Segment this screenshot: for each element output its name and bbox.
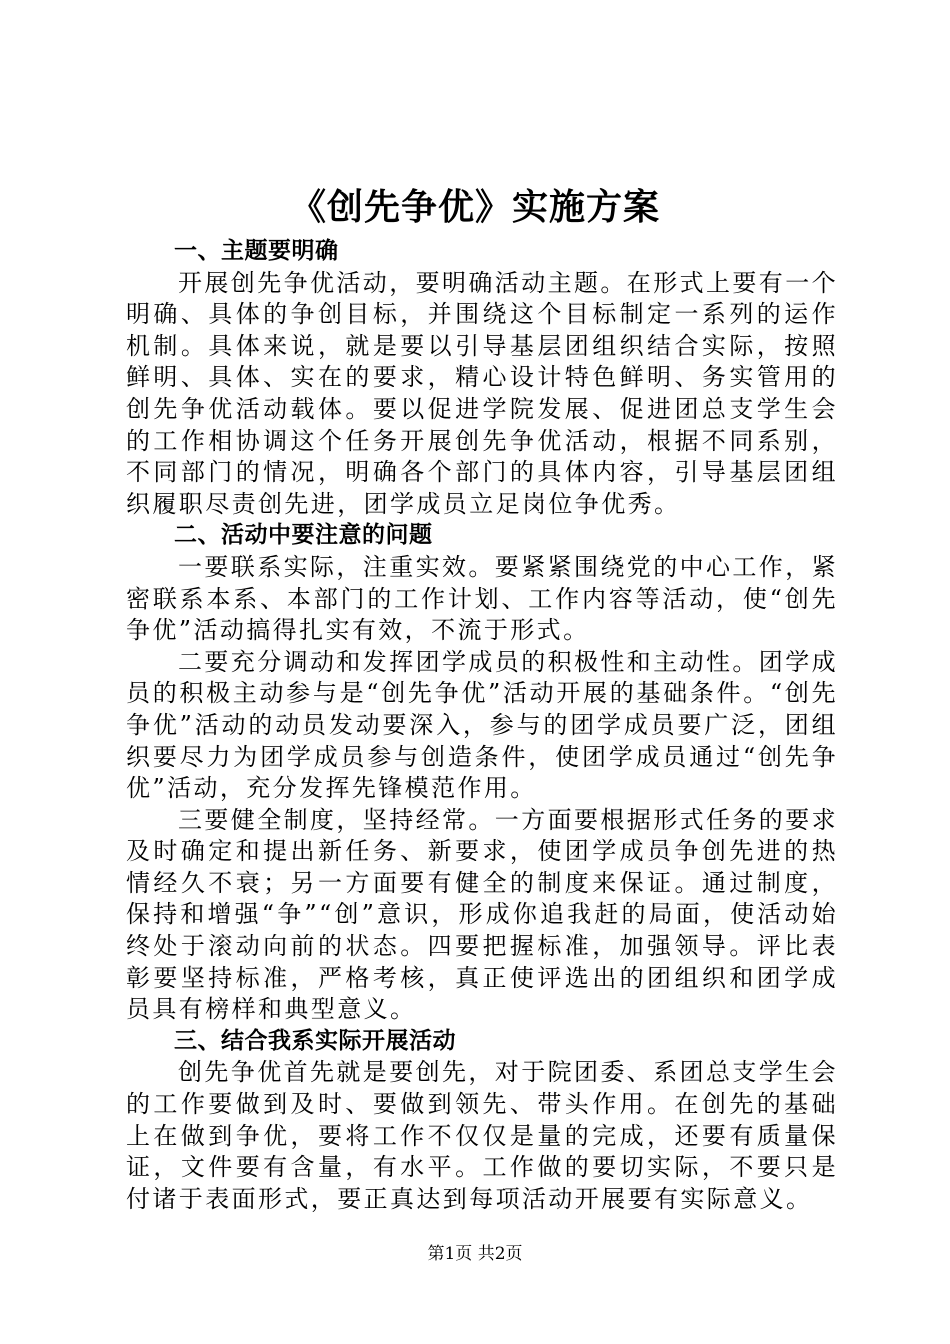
section-1 — [126, 236, 838, 520]
paragraph: 二要充分调动和发挥团学成员的积极性和主动性。团学成员的积极主动参与是“创先争优”活动开展的基础条件。“创先争优”活动的动员发动要深入，参与的团学成员要广泛，团组织要尽力为团学成员参与创造条件，使团学成员通过“创先争优”活动，充分发挥先锋模范作用。 — [126, 647, 838, 803]
document-body — [126, 236, 838, 1215]
section-heading: 二、活动中要注意的问题 — [174, 522, 433, 549]
page-footer: 第1页 共2页 — [427, 1244, 523, 1264]
paragraph: 三要健全制度，坚持经常。一方面要根据形式任务的要求及时确定和提出新任务、新要求，使团学成员争创先进的热情经久不衰；另一方面要有健全的制度来保证。通过制度，保持和增强“争”“创”意识，形成你追我赶的局面，使活动始终处于滚动向前的状态。四要把握标准，加强领导。评比表彰要坚持标准，严格考核，真正使评选出的团组织和团学成员具有榜样和典型意义。 — [126, 805, 838, 1024]
section-2 — [126, 520, 838, 1026]
section-heading: 三、结合我系实际开展活动 — [174, 1027, 456, 1054]
paragraph: 开展创先争优活动，要明确活动主题。在形式上要有一个明确、具体的争创目标，并围绕这个目标制定一系列的运作机制。具体来说，就是要以引导基层团组织结合实际，按照鲜明、具体、实在的要求，精心设计特色鲜明、务实管用的创先争优活动载体。要以促进学院发展、促进团总支学生会的工作相协调这个任务开展创先争优活动，根据不同系别，不同部门的情况，明确各个部门的具体内容，引导基层团组织履职尽责创先进，团学成员立足岗位争优秀。 — [126, 268, 838, 518]
paragraph: 创先争优首先就是要创先，对于院团委、系团总支学生会的工作要做到及时、要做到领先、带头作用。在创先的基础上在做到争优，要将工作不仅仅是量的完成，还要有质量保证，文件要有含量，有水平。工作做的要切实际，不要只是付诸于表面形式，要正真达到每项活动开展要有实际意义。 — [126, 1058, 838, 1213]
section-3 — [126, 1026, 838, 1216]
document-title: 《创先争优》实施方案 — [289, 187, 660, 228]
section-heading: 一、主题要明确 — [174, 238, 339, 264]
paragraph: 一要联系实际，注重实效。要紧紧围绕党的中心工作，紧密联系本系、本部门的工作计划、工作内容等活动，使“创先争优”活动搞得扎实有效，不流于形式。 — [126, 552, 838, 645]
